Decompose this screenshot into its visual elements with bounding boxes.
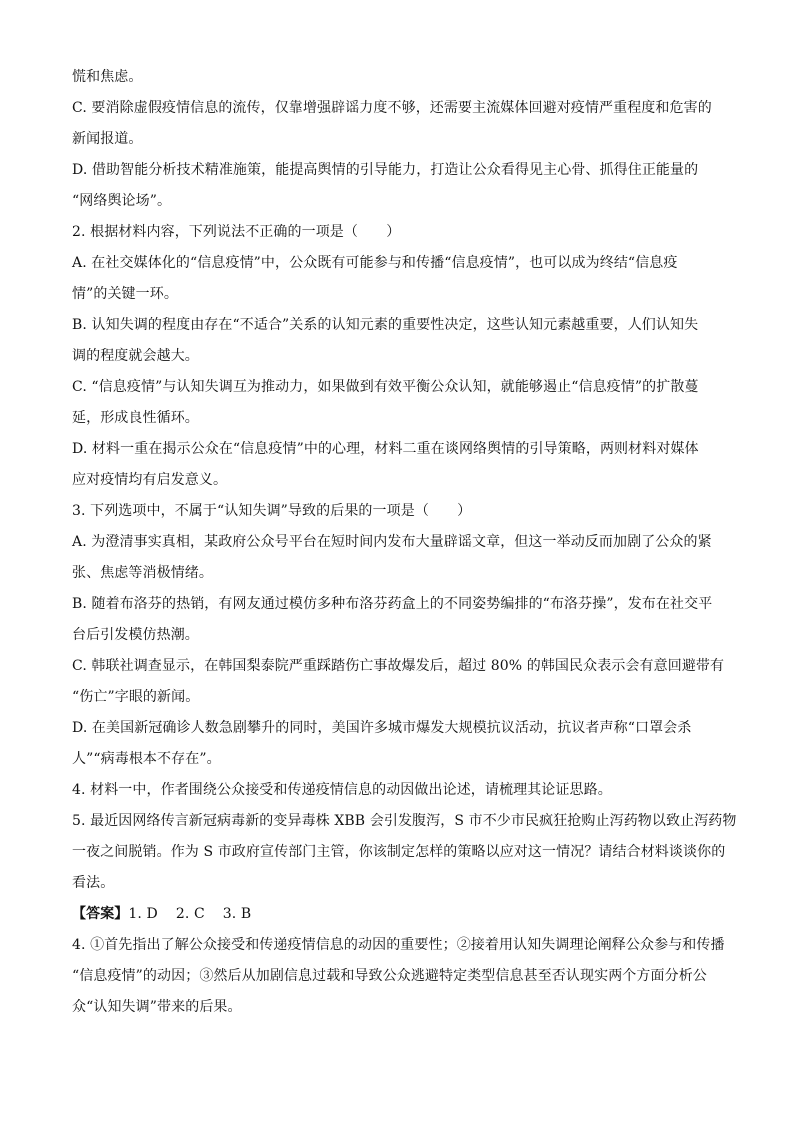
- text-line: A. 为澄清事实真相，某政府公众号平台在短时间内发布大量辟谣文章，但这一举动反而加剧了公众的紧: [72, 534, 712, 550]
- explanation-line: “信息疫情”的动因；③然后从加剧信息过载和导致公众逃避特定类型信息甚至否认现实两个方面分析公: [72, 968, 707, 984]
- text-line: 调的程度就会越大。: [72, 348, 199, 364]
- text-line: C. “信息疫情”与认知失调互为推动力，如果做到有效平衡公众认知，就能够遏止“信息疫情”的扩散蔓: [72, 379, 699, 395]
- text-line: 一夜之间脱销。作为 S 市政府宣传部门主管，你该制定怎样的策略以应对这一情况？请结合材料谈谈你的: [72, 844, 726, 860]
- text-line: 台后引发模仿热潮。: [72, 627, 199, 643]
- text-line: “伤亡”字眼的新闻。: [72, 689, 200, 705]
- text-line: D. 材料一重在揭示公众在“信息疫情”中的心理，材料二重在谈网络舆情的引导策略，两则材料对媒体: [72, 441, 699, 457]
- text-line: C. 韩联社调查显示，在韩国梨泰院严重踩踏伤亡事故爆发后，超过 80% 的韩国民众表示会有意回避带有: [72, 658, 725, 674]
- text-line: 张、焦虑等消极情绪。: [72, 565, 213, 581]
- text-line: “网络舆论场”。: [72, 193, 172, 209]
- text-line: 新闻报道。: [72, 131, 143, 147]
- explanation-line: 众“认知失调”带来的后果。: [72, 999, 242, 1015]
- text-line: 延，形成良性循环。: [72, 410, 199, 426]
- text-line: A. 在社交媒体化的“信息疫情”中，公众既有可能参与和传播“信息疫情”，也可以成为终结“信息疫: [72, 255, 678, 271]
- answer-key: [72, 899, 722, 930]
- text-line: 应对疫情均有启发意义。: [72, 472, 228, 488]
- question-3: 3. 下列选项中，不属于“认知失调”导致的后果的一项是（ ）: [72, 503, 472, 519]
- text-line: C. 要消除虚假疫情信息的流传，仅靠增强辟谣力度不够，还需要主流媒体回避对疫情严重程度和危害的: [72, 100, 712, 116]
- text-line: B. 认知失调的程度由存在“不适合”关系的认知元素的重要性决定，这些认知元素越重要，人们认知失: [72, 317, 699, 333]
- question-5: 5. 最近因网络传言新冠病毒新的变异毒株 XBB 会引发腹泻，S 市不少市民疯狂抢购止泻药物以致止泻药物: [72, 813, 737, 829]
- question-4: 4. 材料一中，作者围绕公众接受和传递疫情信息的动因做出论述，请梳理其论证思路。: [72, 782, 612, 798]
- text-line: 慌和焦虑。: [72, 69, 143, 85]
- text-line: 看法。: [72, 875, 115, 891]
- answer-label: 【答案】: [72, 906, 129, 922]
- text-line: D. 借助智能分析技术精准施策，能提高舆情的引导能力，打造让公众看得见主心骨、抓得住正能量的: [72, 162, 699, 178]
- answer-item: 1. D: [128, 906, 158, 922]
- text-line: 人”“病毒根本不存在”。: [72, 751, 221, 767]
- question-2: 2. 根据材料内容，下列说法不正确的一项是（ ）: [72, 224, 401, 240]
- text-line: 情”的关键一环。: [72, 286, 178, 302]
- text-line: D. 在美国新冠确诊人数急剧攀升的同时，美国许多城市爆发大规模抗议活动，抗议者声称“口罩会杀: [72, 720, 692, 736]
- explanation-line: 4. ①首先指出了解公众接受和传递疫情信息的动因的重要性；②接着用认知失调理论阐释公众参与和传播: [72, 937, 725, 953]
- answer-item: 3. B: [222, 906, 252, 922]
- text-line: B. 随着布洛芬的热销，有网友通过模仿多种布洛芬药盒上的不同姿势编排的“布洛芬操”，发布在社交平: [72, 596, 713, 612]
- document-body: [72, 62, 737, 1023]
- answer-item: 2. C: [175, 906, 205, 922]
